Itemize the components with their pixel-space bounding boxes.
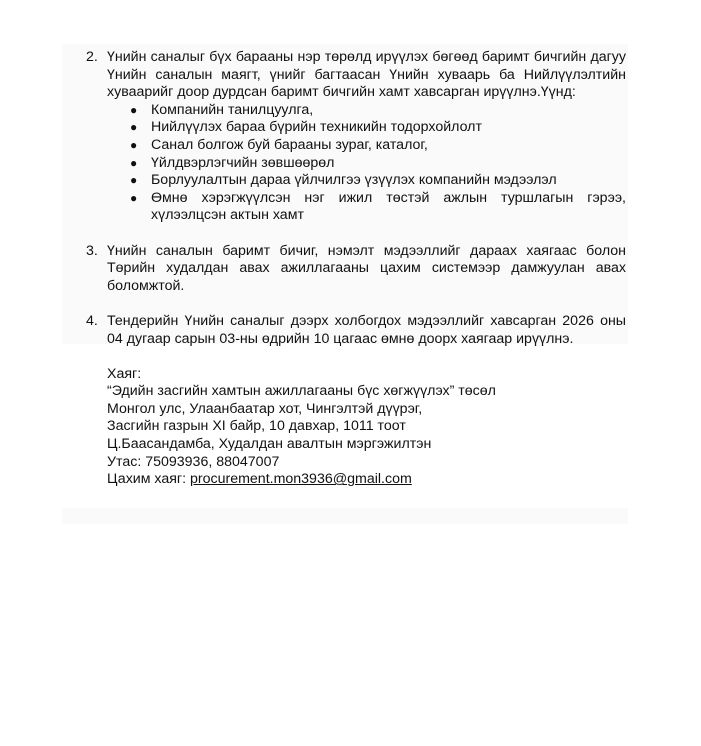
- address-contact-person: Ц.Баасандамба, Худалдан авалтын мэргэжилтэн: [107, 436, 432, 453]
- list-item-4: [86, 313, 626, 348]
- address-email-line: [107, 471, 626, 489]
- email-label: Цахим хаяг:: [107, 471, 190, 488]
- bullet-item: ● Нийлүүлэх бараа бүрийн техникийн тодорхойлолт: [130, 119, 482, 136]
- bullet-icon: ●: [130, 155, 138, 170]
- list-item-2: [86, 49, 626, 225]
- bullet-icon: ●: [130, 120, 138, 135]
- list-item-3: [86, 243, 626, 296]
- email-link[interactable]: procurement.mon3936@gmail.com: [189, 471, 412, 488]
- address-block: [86, 366, 626, 489]
- address-building: Засгийн газрын XI байр, 10 давхар, 1011 тоот: [107, 418, 406, 435]
- item-text: Үнийн саналын баримт бичиг, нэмэлт мэдээллийг дараах хаягаас болон Төрийн худалдан авах ажиллагааны цахим системээр дамжуулан авах боломжтой.: [107, 242, 626, 294]
- item-number: 2.: [86, 49, 98, 65]
- item-text: Үнийн саналыг бүх барааны нэр төрөлд ирүүлэх бөгөөд баримт бичгийн дагуу Үнийн саналын маягт, үнийг багтаасан Үнийн хуваарь ба Нийлүүлэлтийн хуваарийг доор дурдсан баримт бичгийн хамт хавсарган ирүүлнэ.Үүнд:: [107, 49, 626, 101]
- bullet-icon: ●: [130, 137, 138, 152]
- address-phone: Утас: 75093936, 88047007: [107, 453, 280, 470]
- required-documents-list: [107, 102, 626, 225]
- item-number: 3.: [86, 242, 98, 259]
- address-label: Хаяг:: [107, 365, 142, 382]
- bullet-item: ● Санал болгож буй барааны зураг, каталог,: [130, 136, 428, 153]
- bullet-item: ● Компанийн танилцуулга,: [130, 101, 314, 118]
- document-page: [86, 49, 626, 489]
- bullet-icon: ●: [130, 173, 138, 188]
- item-number: 4.: [86, 312, 98, 329]
- bullet-item: ● Өмнө хэрэгжүүлсэн нэг ижил төстэй ажлын туршлагын гэрээ, хүлээлцсэн актын хамт: [130, 189, 626, 224]
- bullet-item: ● Борлуулалтын дараа үйлчилгээ үзүүлэх компанийн мэдээлэл: [130, 172, 557, 189]
- background-shade-footer: [62, 508, 628, 524]
- bullet-icon: ●: [130, 190, 138, 205]
- address-city: Монгол улс, Улаанбаатар хот, Чингэлтэй дүүрэг,: [107, 400, 423, 417]
- bullet-item: ● Үйлдвэрлэгчийн зөвшөөрөл: [130, 154, 335, 171]
- item-text: Тендерийн Үнийн саналыг дээрх холбогдох мэдээллийг хавсарган 2026 оны 04 дугаар сарын 03-ны өдрийн 10 цагаас өмнө доорх хаягаар ирүүлнэ.: [107, 312, 626, 347]
- bullet-icon: ●: [130, 102, 138, 117]
- address-project: “Эдийн засгийн хамтын ажиллагааны бүс хөгжүүлэх” төсөл: [107, 383, 496, 400]
